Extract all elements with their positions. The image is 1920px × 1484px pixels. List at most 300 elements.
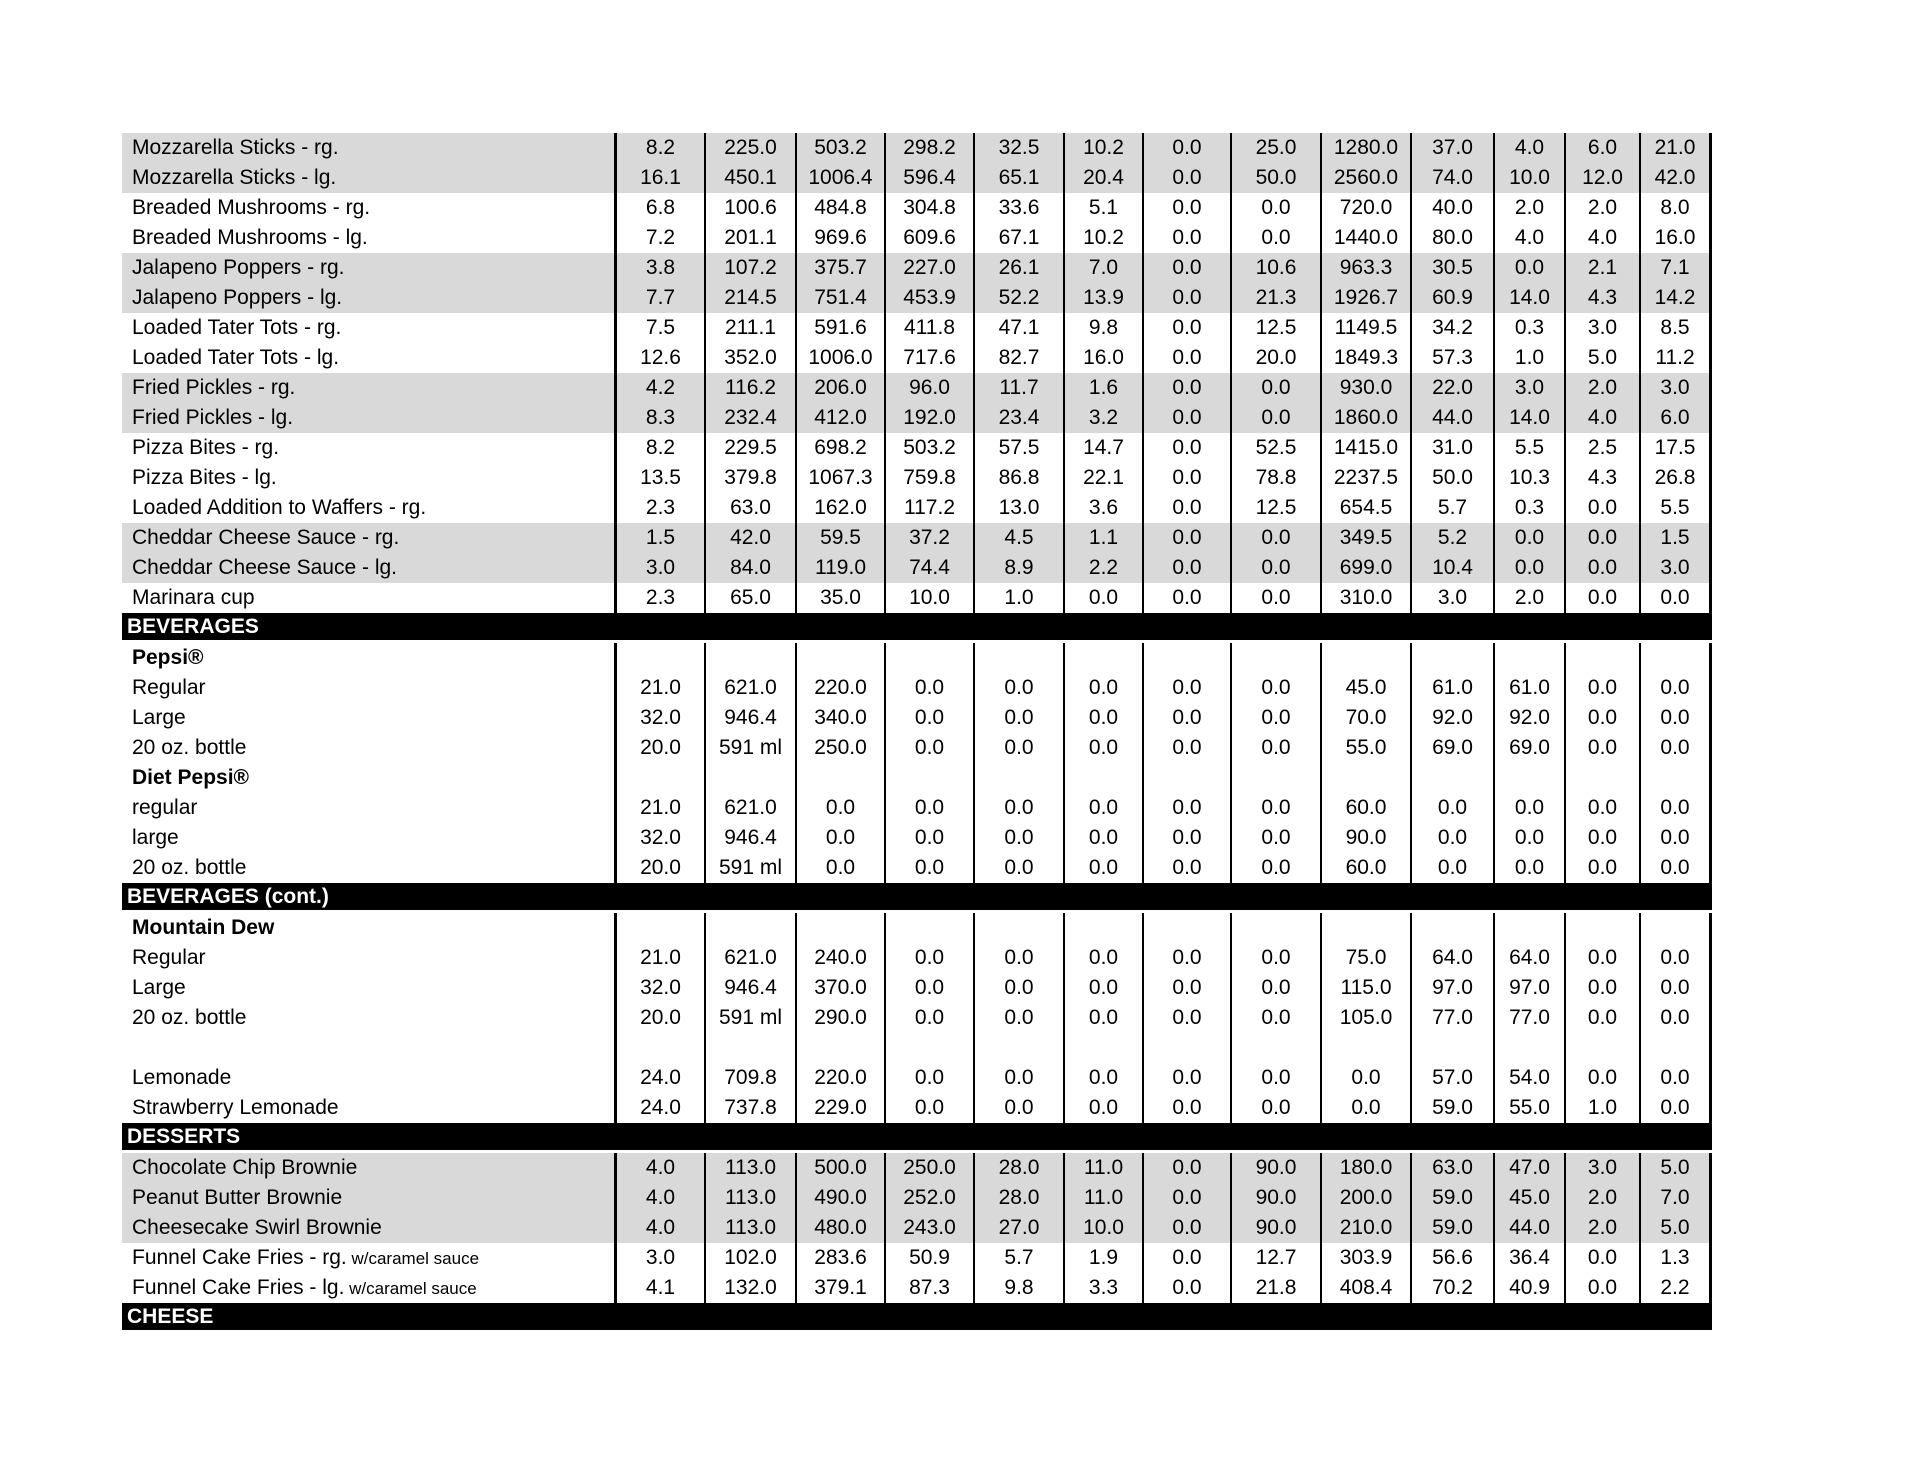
value-cell: 12.7 (1230, 1243, 1320, 1273)
value-cell (1320, 1033, 1410, 1063)
value-cell: 698.2 (795, 433, 884, 463)
value-cell (1063, 643, 1142, 673)
value-cell: 206.0 (795, 373, 884, 403)
item-name-text: Mozzarella Sticks - rg. (132, 136, 339, 159)
value-cell: 0.0 (973, 853, 1063, 883)
value-cell: 0.0 (1142, 823, 1230, 853)
item-row (122, 133, 1712, 163)
item-name (122, 403, 617, 433)
value-cell: 0.0 (1230, 823, 1320, 853)
value-cell (1063, 913, 1142, 943)
value-cell: 0.0 (1639, 703, 1712, 733)
value-cell: 0.0 (1142, 343, 1230, 373)
value-cell: 21.0 (640, 946, 681, 969)
item-name-text: Regular (132, 676, 206, 699)
value-cell: 0.0 (1564, 943, 1639, 973)
value-cell: 55.0 (1320, 733, 1410, 763)
value-cell: 12.5 (1230, 493, 1320, 523)
item-name-text: Loaded Tater Tots - lg. (132, 346, 340, 369)
value-cell: 5.7 (1410, 493, 1493, 523)
value-cell: 90.0 (1320, 823, 1410, 853)
item-row (122, 763, 1712, 793)
item-name-text: Funnel Cake Fries - rg. (132, 1246, 347, 1269)
value-cell: 1440.0 (1320, 223, 1410, 253)
value-cell: 50.0 (1410, 463, 1493, 493)
value-cell: 87.3 (884, 1273, 973, 1303)
value-cell: 4.2 (645, 376, 676, 399)
item-name-text: Diet Pepsi® (132, 766, 250, 789)
value-cell: 201.1 (704, 223, 795, 253)
value-cell: 1849.3 (1320, 343, 1410, 373)
value-cell: 0.0 (1230, 973, 1320, 1003)
item-name-text: Fried Pickles - rg. (132, 376, 296, 399)
value-cell: 20.0 (640, 736, 681, 759)
value-cell: 2.2 (1063, 553, 1142, 583)
value-cell: 0.0 (1230, 523, 1320, 553)
value-cell: 0.0 (1230, 1003, 1320, 1033)
value-cell: 9.8 (973, 1273, 1063, 1303)
value-cell: 0.0 (795, 823, 884, 853)
section-header-bar (122, 1303, 1712, 1330)
value-cell: 0.0 (1564, 493, 1639, 523)
value-cell: 10.3 (1493, 463, 1564, 493)
value-cell (1063, 763, 1142, 793)
value-cell: 0.0 (1230, 733, 1320, 763)
value-cell: 946.4 (704, 703, 795, 733)
value-cell: 0.0 (973, 973, 1063, 1003)
value-cell: 0.0 (1142, 133, 1230, 163)
value-cell: 20.0 (1230, 343, 1320, 373)
item-name-text: Regular (132, 946, 206, 969)
item-name (122, 463, 617, 493)
value-cell: 0.0 (1230, 673, 1320, 703)
value-cell: 2.3 (645, 586, 676, 609)
value-cell: 192.0 (884, 403, 973, 433)
value-cell: 0.0 (1142, 433, 1230, 463)
value-cell: 115.0 (1320, 973, 1410, 1003)
value-cell: 0.0 (1639, 943, 1712, 973)
item-name-text: Cheddar Cheese Sauce - rg. (132, 526, 400, 549)
value-cell: 1.0 (1493, 343, 1564, 373)
value-cell: 0.0 (1639, 793, 1712, 823)
value-cell: 0.0 (1564, 583, 1639, 613)
value-cell: 0.0 (1142, 373, 1230, 403)
value-cell: 21.3 (1230, 283, 1320, 313)
value-cell: 2.0 (1564, 1183, 1639, 1213)
value-cell: 751.4 (795, 283, 884, 313)
value-cell: 0.0 (884, 853, 973, 883)
item-row (122, 1213, 1712, 1243)
value-cell: 113.0 (704, 1183, 795, 1213)
item-name-text: Lemonade (132, 1066, 232, 1089)
value-cell: 1860.0 (1320, 403, 1410, 433)
value-cell (1564, 643, 1639, 673)
value-cell: 0.0 (1639, 673, 1712, 703)
value-cell: 100.6 (704, 193, 795, 223)
item-name (122, 313, 617, 343)
value-cell: 16.0 (1063, 343, 1142, 373)
value-cell: 3.2 (1063, 403, 1142, 433)
value-cell: 8.5 (1639, 313, 1712, 343)
value-cell: 0.0 (973, 1093, 1063, 1123)
value-cell: 4.3 (1564, 463, 1639, 493)
value-cell: 5.5 (1639, 493, 1712, 523)
value-cell: 3.3 (1063, 1273, 1142, 1303)
value-cell: 61.0 (1493, 673, 1564, 703)
value-cell: 6.0 (1639, 403, 1712, 433)
value-cell: 5.0 (1564, 343, 1639, 373)
value-cell: 86.8 (973, 463, 1063, 493)
value-cell: 42.0 (704, 523, 795, 553)
value-cell (1564, 1033, 1639, 1063)
value-cell: 352.0 (704, 343, 795, 373)
item-name-text: Funnel Cake Fries - lg. (132, 1276, 345, 1299)
value-cell: 1.5 (1639, 523, 1712, 553)
value-cell: 0.0 (1142, 1273, 1230, 1303)
value-cell: 759.8 (884, 463, 973, 493)
value-cell: 0.0 (884, 673, 973, 703)
value-cell: 92.0 (1493, 703, 1564, 733)
value-cell: 3.0 (1639, 373, 1712, 403)
value-cell: 0.0 (1142, 793, 1230, 823)
value-cell (1564, 913, 1639, 943)
value-cell: 56.6 (1410, 1243, 1493, 1273)
value-cell: 340.0 (795, 703, 884, 733)
value-cell: 0.0 (1063, 823, 1142, 853)
item-row (122, 283, 1712, 313)
value-cell: 0.0 (1142, 403, 1230, 433)
item-name-text: Fried Pickles - lg. (132, 406, 294, 429)
value-cell: 0.0 (1564, 523, 1639, 553)
value-cell: 6.8 (645, 196, 676, 219)
value-cell: 13.0 (973, 493, 1063, 523)
value-cell (1410, 1033, 1493, 1063)
item-row (122, 1003, 1712, 1033)
value-cell: 370.0 (795, 973, 884, 1003)
value-cell: 2.0 (1493, 583, 1564, 613)
value-cell: 250.0 (884, 1153, 973, 1183)
value-cell (1410, 643, 1493, 673)
value-cell: 0.0 (884, 973, 973, 1003)
value-cell: 28.0 (973, 1183, 1063, 1213)
value-cell (1063, 1033, 1142, 1063)
value-cell: 0.0 (1142, 313, 1230, 343)
value-cell: 243.0 (884, 1213, 973, 1243)
value-cell (1639, 643, 1712, 673)
value-cell: 4.0 (645, 1186, 676, 1209)
value-cell: 0.0 (1142, 223, 1230, 253)
value-cell: 32.0 (640, 826, 681, 849)
value-cell: 1.1 (1063, 523, 1142, 553)
value-cell: 0.0 (1493, 823, 1564, 853)
value-cell: 20.0 (640, 856, 681, 879)
item-name-text: Breaded Mushrooms - lg. (132, 226, 368, 249)
value-cell: 3.0 (1564, 313, 1639, 343)
value-cell (1142, 1033, 1230, 1063)
value-cell: 969.6 (795, 223, 884, 253)
item-name (122, 553, 617, 583)
value-cell: 13.5 (640, 466, 681, 489)
item-name (122, 1033, 617, 1063)
value-cell: 10.2 (1063, 133, 1142, 163)
value-cell: 5.0 (1639, 1213, 1712, 1243)
item-row (122, 403, 1712, 433)
value-cell: 45.0 (1493, 1183, 1564, 1213)
value-cell: 107.2 (704, 253, 795, 283)
value-cell: 0.0 (1142, 1213, 1230, 1243)
value-cell (1230, 913, 1320, 943)
item-row (122, 1183, 1712, 1213)
value-cell: 33.6 (973, 193, 1063, 223)
value-cell: 44.0 (1410, 403, 1493, 433)
value-cell: 0.0 (1564, 1003, 1639, 1033)
value-cell: 310.0 (1320, 583, 1410, 613)
value-cell: 0.0 (1142, 493, 1230, 523)
value-cell: 50.0 (1230, 163, 1320, 193)
value-cell: 229.0 (795, 1093, 884, 1123)
value-cell: 2237.5 (1320, 463, 1410, 493)
value-cell: 229.5 (704, 433, 795, 463)
value-cell: 8.2 (645, 136, 676, 159)
nutrition-table (122, 133, 1712, 1333)
value-cell: 0.0 (1639, 973, 1712, 1003)
value-cell: 10.0 (1493, 163, 1564, 193)
value-cell: 5.5 (1493, 433, 1564, 463)
value-cell: 3.0 (645, 1246, 676, 1269)
value-cell: 96.0 (884, 373, 973, 403)
item-row (122, 703, 1712, 733)
value-cell: 408.4 (1320, 1273, 1410, 1303)
item-row (122, 1243, 1712, 1273)
value-cell: 0.0 (1142, 463, 1230, 493)
value-cell: 40.0 (1410, 193, 1493, 223)
value-cell: 28.0 (973, 1153, 1063, 1183)
item-name-text: Marinara cup (132, 586, 255, 609)
section-header-label: BEVERAGES (127, 615, 259, 638)
value-cell (704, 1033, 795, 1063)
value-cell (1142, 643, 1230, 673)
item-row (122, 313, 1712, 343)
value-cell: 3.6 (1063, 493, 1142, 523)
value-cell: 180.0 (1320, 1153, 1410, 1183)
value-cell (617, 643, 704, 673)
value-cell: 1280.0 (1320, 133, 1410, 163)
item-row (122, 583, 1712, 613)
value-cell: 12.0 (1564, 163, 1639, 193)
item-row (122, 1153, 1712, 1183)
value-cell: 70.2 (1410, 1273, 1493, 1303)
item-name (122, 1183, 617, 1213)
item-name (122, 283, 617, 313)
value-cell: 211.1 (704, 313, 795, 343)
item-name-text: Pizza Bites - lg. (132, 466, 277, 489)
value-cell: 490.0 (795, 1183, 884, 1213)
value-cell: 3.0 (1639, 553, 1712, 583)
value-cell: 4.0 (645, 1216, 676, 1239)
value-cell: 116.2 (704, 373, 795, 403)
item-name-text: large (132, 826, 179, 849)
value-cell (1493, 1033, 1564, 1063)
value-cell: 22.1 (1063, 463, 1142, 493)
value-cell: 0.0 (1142, 553, 1230, 583)
value-cell: 21.0 (1639, 133, 1712, 163)
value-cell: 450.1 (704, 163, 795, 193)
value-cell: 591.6 (795, 313, 884, 343)
value-cell: 412.0 (795, 403, 884, 433)
value-cell (795, 763, 884, 793)
value-cell: 77.0 (1493, 1003, 1564, 1033)
value-cell (973, 763, 1063, 793)
value-cell: 113.0 (704, 1153, 795, 1183)
value-cell: 90.0 (1230, 1183, 1320, 1213)
item-name (122, 433, 617, 463)
value-cell: 0.0 (973, 1003, 1063, 1033)
value-cell: 77.0 (1410, 1003, 1493, 1033)
value-cell: 21.0 (640, 676, 681, 699)
item-row (122, 973, 1712, 1003)
value-cell: 90.0 (1230, 1213, 1320, 1243)
value-cell: 14.7 (1063, 433, 1142, 463)
value-cell: 60.0 (1320, 853, 1410, 883)
value-cell: 20.0 (640, 1006, 681, 1029)
value-cell: 2.3 (645, 496, 676, 519)
value-cell: 0.0 (1063, 1063, 1142, 1093)
value-cell: 453.9 (884, 283, 973, 313)
value-cell: 20.4 (1063, 163, 1142, 193)
item-name (122, 943, 617, 973)
value-cell: 30.5 (1410, 253, 1493, 283)
value-cell: 10.6 (1230, 253, 1320, 283)
value-cell: 500.0 (795, 1153, 884, 1183)
item-row (122, 493, 1712, 523)
value-cell: 0.0 (1564, 973, 1639, 1003)
item-name (122, 1063, 617, 1093)
item-name (122, 523, 617, 553)
value-cell: 59.5 (795, 523, 884, 553)
value-cell: 0.0 (1564, 553, 1639, 583)
value-cell: 0.0 (1230, 1093, 1320, 1123)
value-cell: 60.9 (1410, 283, 1493, 313)
value-cell: 11.2 (1639, 343, 1712, 373)
value-cell (1493, 643, 1564, 673)
value-cell: 3.0 (645, 556, 676, 579)
value-cell: 737.8 (704, 1093, 795, 1123)
item-name (122, 583, 617, 613)
value-cell: 63.0 (1410, 1153, 1493, 1183)
value-cell (884, 763, 973, 793)
value-cell: 7.5 (645, 316, 676, 339)
value-cell: 92.0 (1410, 703, 1493, 733)
item-name (122, 913, 617, 943)
value-cell: 55.0 (1493, 1093, 1564, 1123)
item-name-text: 20 oz. bottle (132, 736, 247, 759)
value-cell: 16.0 (1639, 223, 1712, 253)
value-cell: 0.0 (973, 733, 1063, 763)
value-cell: 12.5 (1230, 313, 1320, 343)
value-cell: 0.0 (1230, 193, 1320, 223)
value-cell: 5.0 (1639, 1153, 1712, 1183)
item-name (122, 793, 617, 823)
item-name (122, 763, 617, 793)
item-name (122, 343, 617, 373)
value-cell: 2.5 (1564, 433, 1639, 463)
value-cell: 0.0 (1230, 793, 1320, 823)
value-cell: 0.0 (1142, 943, 1230, 973)
value-cell: 22.0 (1410, 373, 1493, 403)
value-cell: 0.0 (1639, 1093, 1712, 1123)
item-name (122, 163, 617, 193)
value-cell: 0.0 (1639, 1003, 1712, 1033)
value-cell (1639, 1033, 1712, 1063)
value-cell: 119.0 (795, 553, 884, 583)
value-cell: 0.0 (973, 1063, 1063, 1093)
value-cell: 375.7 (795, 253, 884, 283)
value-cell: 47.1 (973, 313, 1063, 343)
value-cell: 5.7 (973, 1243, 1063, 1273)
value-cell: 8.0 (1639, 193, 1712, 223)
value-cell: 64.0 (1493, 943, 1564, 973)
value-cell: 7.1 (1639, 253, 1712, 283)
value-cell (617, 763, 704, 793)
value-cell: 57.3 (1410, 343, 1493, 373)
item-name (122, 253, 617, 283)
value-cell: 596.4 (884, 163, 973, 193)
value-cell: 1415.0 (1320, 433, 1410, 463)
value-cell: 654.5 (1320, 493, 1410, 523)
item-name (122, 1273, 617, 1303)
item-row (122, 253, 1712, 283)
value-cell: 11.0 (1063, 1153, 1142, 1183)
value-cell (884, 1033, 973, 1063)
value-cell: 50.9 (884, 1243, 973, 1273)
value-cell: 7.2 (645, 226, 676, 249)
value-cell: 97.0 (1410, 973, 1493, 1003)
value-cell: 24.0 (640, 1066, 681, 1089)
value-cell (704, 913, 795, 943)
value-cell: 3.0 (1564, 1153, 1639, 1183)
value-cell: 0.0 (1142, 1063, 1230, 1093)
item-row (122, 733, 1712, 763)
value-cell: 37.2 (884, 523, 973, 553)
value-cell: 0.0 (1639, 733, 1712, 763)
value-cell: 0.0 (1493, 553, 1564, 583)
value-cell: 621.0 (704, 943, 795, 973)
value-cell: 80.0 (1410, 223, 1493, 253)
value-cell: 24.0 (640, 1096, 681, 1119)
value-cell: 61.0 (1410, 673, 1493, 703)
item-name (122, 733, 617, 763)
item-row (122, 643, 1712, 673)
value-cell: 1.5 (645, 526, 676, 549)
value-cell: 12.6 (640, 346, 681, 369)
value-cell: 2.0 (1564, 1213, 1639, 1243)
value-cell: 304.8 (884, 193, 973, 223)
value-cell: 0.0 (1639, 823, 1712, 853)
item-name-text: Mozzarella Sticks - lg. (132, 166, 337, 189)
value-cell: 1149.5 (1320, 313, 1410, 343)
value-cell: 36.4 (1493, 1243, 1564, 1273)
value-cell: 0.0 (1639, 853, 1712, 883)
value-cell: 0.0 (1564, 1273, 1639, 1303)
value-cell: 0.0 (1230, 853, 1320, 883)
value-cell: 0.0 (1063, 793, 1142, 823)
value-cell: 90.0 (1230, 1153, 1320, 1183)
value-cell: 45.0 (1320, 673, 1410, 703)
value-cell: 78.8 (1230, 463, 1320, 493)
value-cell: 4.5 (973, 523, 1063, 553)
item-name (122, 373, 617, 403)
value-cell: 0.0 (1142, 673, 1230, 703)
